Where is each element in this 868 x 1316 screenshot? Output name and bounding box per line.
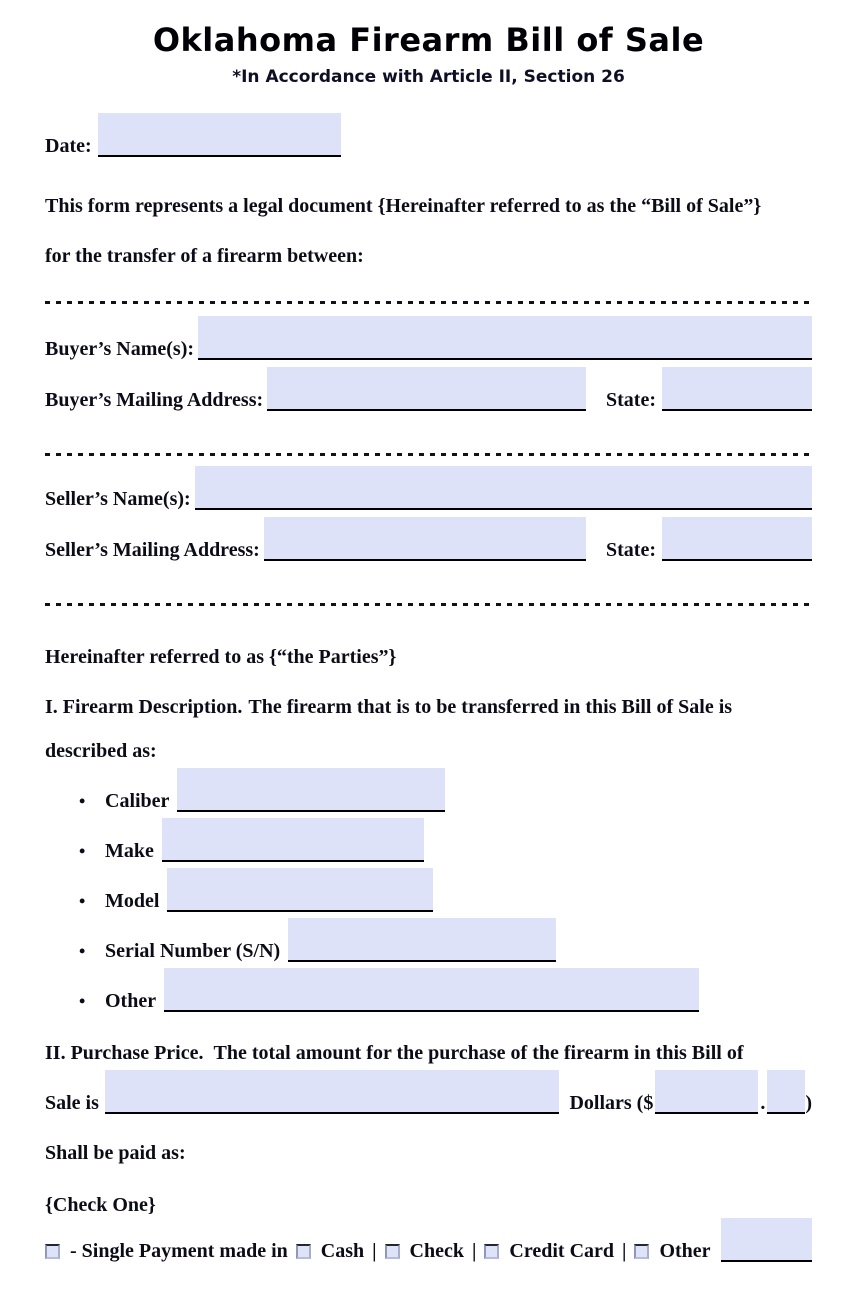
caliber-field[interactable] (177, 768, 445, 812)
paid-as-line (45, 1114, 812, 1164)
intro-line-1-wrap (45, 167, 812, 217)
make-field[interactable] (162, 818, 424, 862)
credit-card-label: Credit Card (509, 1240, 615, 1262)
dashed-divider (45, 301, 812, 304)
model-label: Model (105, 890, 160, 912)
date-field[interactable] (98, 113, 341, 157)
buyer-address-row (45, 365, 812, 411)
buyer-address-field[interactable] (267, 367, 586, 411)
make-label: Make (105, 840, 154, 862)
option-separator: | (622, 1240, 627, 1262)
parties-note: Hereinafter referred to as {“the Parties”} (45, 646, 397, 668)
other-payment-field[interactable] (721, 1218, 812, 1262)
other-description-label: Other (105, 990, 157, 1012)
serial-number-label: Serial Number (S/N) (105, 940, 281, 962)
seller-address-label: Seller’s Mailing Address: (45, 539, 260, 561)
firearm-description-heading: I. Firearm Description. (45, 696, 243, 718)
cash-label: Cash (320, 1240, 365, 1262)
intro-line-2: for the transfer of a firearm between: (45, 245, 364, 267)
check-one-line (45, 1164, 812, 1216)
caliber-row (45, 766, 812, 812)
bullet-marker: • (79, 891, 86, 911)
seller-address-row (45, 515, 812, 561)
dollars-label: Dollars ($ (569, 1092, 654, 1114)
model-field[interactable] (167, 868, 433, 912)
purchase-amount-words-field[interactable] (105, 1070, 560, 1114)
single-payment-label: - Single Payment made in (70, 1240, 288, 1262)
bullet-marker: • (79, 791, 86, 811)
buyer-name-row (45, 314, 812, 360)
option-separator: | (372, 1240, 377, 1262)
page-title: Oklahoma Firearm Bill of Sale (152, 21, 705, 59)
cents-field[interactable] (767, 1070, 805, 1114)
buyer-address-label: Buyer’s Mailing Address: (45, 389, 264, 411)
make-row (45, 816, 812, 862)
seller-state-field[interactable] (662, 517, 812, 561)
cash-checkbox[interactable] (296, 1244, 311, 1259)
other-label: Other (659, 1240, 711, 1262)
close-paren: ) (805, 1092, 812, 1114)
other-checkbox[interactable] (634, 1244, 649, 1259)
date-label: Date: (45, 135, 92, 157)
serial-number-field[interactable] (288, 918, 556, 962)
buyer-state-field[interactable] (662, 367, 812, 411)
intro-line-2-wrap (45, 217, 812, 267)
purchase-amount-row (45, 1068, 812, 1114)
dashed-divider (45, 603, 812, 606)
decimal-point: . (760, 1092, 766, 1114)
page-subtitle: *In Accordance with Article II, Section 26 (232, 67, 625, 87)
buyer-name-label: Buyer’s Name(s): (45, 338, 195, 360)
check-checkbox[interactable] (385, 1244, 400, 1259)
bullet-marker: • (79, 941, 86, 961)
other-description-row (45, 966, 812, 1012)
seller-address-field[interactable] (264, 517, 586, 561)
intro-line-1: This form represents a legal document {Hereinafter referred to as the “Bill of Sale”} (45, 195, 762, 217)
purchase-price-text: The total amount for the purchase of the firearm in this Bill of (213, 1042, 744, 1064)
bullet-marker: • (79, 991, 86, 1011)
dashed-divider (45, 453, 812, 456)
firearm-described-as: described as: (45, 740, 157, 762)
purchase-price-heading: II. Purchase Price. (45, 1042, 204, 1064)
seller-state-label: State: (606, 539, 656, 561)
check-label: Check (409, 1240, 464, 1262)
buyer-name-field[interactable] (198, 316, 812, 360)
check-one-label: {Check One} (45, 1194, 156, 1216)
firearm-described-as-line (45, 718, 812, 762)
paid-as-text: Shall be paid as: (45, 1142, 186, 1164)
firearm-description-text: The firearm that is to be transferred in this Bill of Sale is (248, 696, 733, 718)
other-description-field[interactable] (164, 968, 699, 1012)
seller-name-field[interactable] (195, 466, 812, 510)
seller-name-label: Seller’s Name(s): (45, 488, 191, 510)
serial-number-row (45, 916, 812, 962)
option-separator: | (472, 1240, 477, 1262)
caliber-label: Caliber (105, 790, 170, 812)
seller-name-row (45, 464, 812, 510)
sale-is-label: Sale is (45, 1092, 99, 1114)
bullet-marker: • (79, 841, 86, 861)
model-row (45, 866, 812, 912)
parties-note-wrap (45, 618, 812, 668)
credit-card-checkbox[interactable] (484, 1244, 499, 1259)
firearm-heading-line (45, 668, 812, 718)
dollars-amount-field[interactable] (655, 1070, 758, 1114)
single-payment-checkbox[interactable] (45, 1244, 60, 1259)
buyer-state-label: State: (606, 389, 656, 411)
purchase-price-heading-line (45, 1014, 812, 1064)
date-row (45, 111, 812, 157)
payment-options-row (45, 1216, 812, 1262)
